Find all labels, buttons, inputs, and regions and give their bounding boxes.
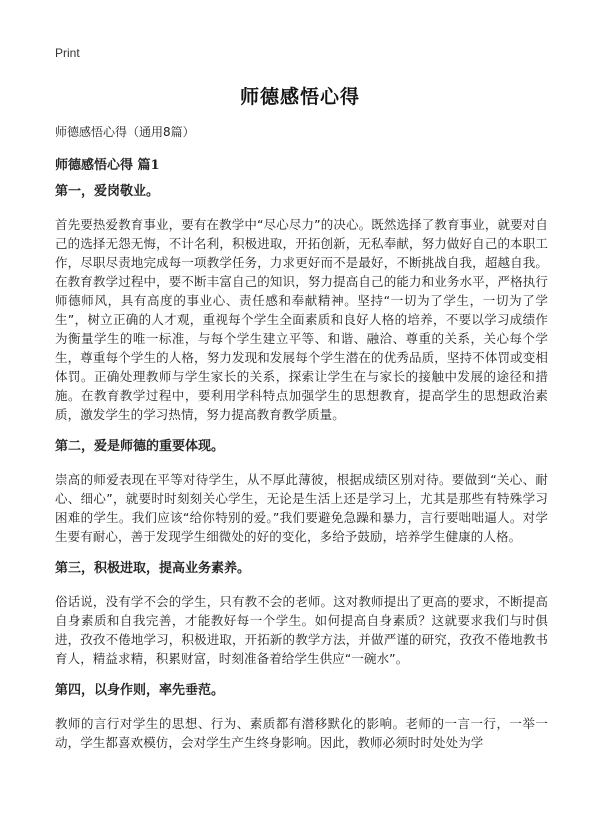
section-heading-2: 第二，爱是师德的重要体现。 [55, 439, 225, 454]
section-paragraph-4: 教师的言行对学生的思想、行为、素质都有潜移默化的影响。老师的一言一行，一举一动，学生都喜欢模仿，会对学生产生终身影响。因此，教师必须时时处处为学 [55, 716, 548, 750]
section-heading-3: 第三，积极进取，提高业务素养。 [55, 561, 251, 576]
document-subtitle: 师德感悟心得（通用8篇） [55, 125, 195, 139]
print-label[interactable]: Print [55, 46, 80, 60]
section-paragraph-1: 首先要热爱教育事业，要有在教学中“尽心尽力”的决心。既然选择了教育事业，就要对自己的选择无怨无悔，不计名利，积极进取，开拓创新，无私奉献，努力做好自己的本职工作，尽职尽责地完成每一项教学任务，力求更好而不是最好，不断挑战自我，超越自我。在教育教学过程中，要不断丰富自己的知识，努力提高自己的能力和业务水平，严格执行师德师风，具有高度的事业心、责任感和奉献精神。坚持“一切为了学生，一切为了学生”，树立正确的人才观，重视每个学生全面素质和良好人格的培养，不要以学习成绩作为衡量学生的唯一标准，与每个学生建立平等、和谐、融洽、尊重的关系，关心每个学生，尊重每个学生的人格，努力发现和发展每个学生潜在的优秀品质，坚持不体罚或变相体罚。正确处理教师与学生家长的关系，探索让学生在与家长的接触中发展的途径和措施。在教育教学过程中，要利用学科特点加强学生的思想教育，提高学生的思想政治素质，激发学生的学习热情，努力提高教育教学质量。 [55, 217, 548, 422]
part-label: 师德感悟心得 篇1 [55, 158, 160, 173]
section-heading-1: 第一，爱岗敬业。 [55, 184, 160, 199]
page-title: 师德感悟心得 [239, 86, 360, 108]
section-paragraph-2: 崇高的师爱表现在平等对待学生，从不厚此薄彼，根据成绩区别对待。要做到“关心、耐心、细心”，就要时时刻刻关心学生，无论是生活上还是学习上，尤其是那些有特殊学习困难的学生。我们应该“给你特别的爱。”我们要避免急躁和暴力，言行要咄咄逼人。对学生要有耐心，善于发现学生细微处的好的变化，多给予鼓励，培养学生健康的人格。 [55, 472, 548, 544]
article-body [55, 183, 548, 766]
section-paragraph-3: 俗话说，没有学不会的学生，只有教不会的老师。这对教师提出了更高的要求，不断提高自身素质和自我完善，才能教好每一个学生。如何提高自身素质？这就要求我们与时俱进，孜孜不倦地学习，积极进取，开拓新的教学方法，并做严谨的研究，孜孜不倦地教书育人，精益求精，积累财富，时刻准备着给学生供应“一碗水”。 [55, 594, 548, 666]
section-heading-4: 第四，以身作则，率先垂范。 [55, 683, 225, 698]
